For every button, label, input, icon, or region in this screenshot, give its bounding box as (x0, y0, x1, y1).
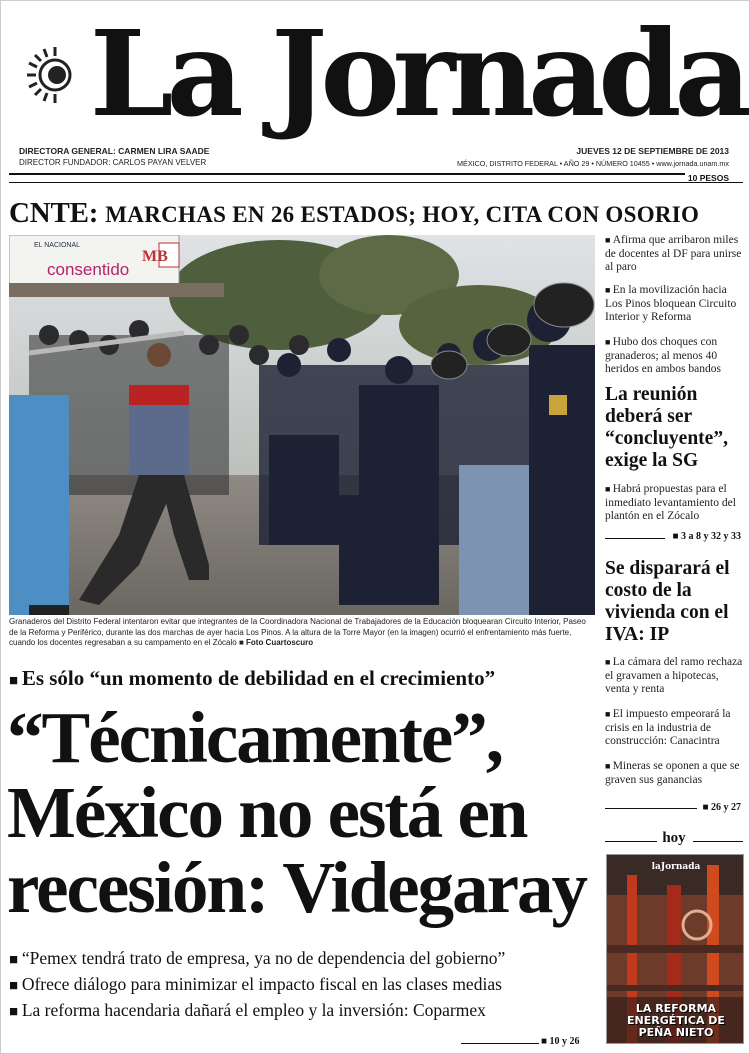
hoy-rule-right (693, 841, 743, 842)
masthead-logo[interactable]: La Jornada (89, 4, 745, 143)
director-line: DIRECTORA GENERAL: CARMEN LIRA SAADE (19, 146, 210, 156)
ref-square-icon: ■ (702, 802, 711, 813)
main-kicker: ■ Es sólo “un momento de debilidad en el crecimiento” (9, 666, 495, 691)
top-headline-rest: MARCHAS EN 26 ESTADOS; HOY, CITA CON OSORIO (105, 202, 700, 227)
main-subhead-2: ■ Ofrece diálogo para minimizar el impacto fiscal en las clases medias (9, 974, 502, 995)
ref-square-icon: ■ (672, 531, 681, 542)
sun-logo-icon (23, 45, 83, 105)
sidebar-headline-1[interactable]: La reunión deberá ser “concluyente”, exige la SG (605, 384, 728, 471)
main-subhead-1: ■ “Pemex tendrá trato de empresa, ya no de dependencia del gobierno” (9, 948, 505, 969)
caption-credit-icon: ■ (238, 638, 246, 647)
top-headline[interactable] (9, 197, 745, 230)
ref-square-icon: ■ (541, 1036, 550, 1047)
founder-line: DIRECTOR FUNDADOR: CARLOS PAYAN VELVER (19, 158, 207, 167)
kiosk-sign-text: consentido (47, 260, 130, 279)
page-reference-3 (541, 1036, 580, 1047)
main-headline-line-3[interactable]: recesión: Videgaray (7, 847, 587, 928)
ref-2-text: 26 y 27 (711, 802, 741, 813)
ref-3-text: 10 y 26 (549, 1036, 580, 1047)
main-headline-line-2[interactable]: México no está en (7, 772, 527, 853)
sidebar-bullet-6: ■ El impuesto empeorará la crisis en la industria de construcción: Canacintra (605, 708, 743, 749)
sidebar-bullet-1: ■ Afirma que arribaron miles de docentes al DF para unirse al paro (605, 234, 743, 275)
photo-caption (9, 617, 595, 649)
issue-date: JUEVES 12 DE SEPTIEMBRE DE 2013 (576, 146, 729, 156)
ref-rule-3 (461, 1043, 539, 1044)
ref-rule-2 (605, 808, 697, 809)
sidebar-bullet-2: ■ En la movilización hacia Los Pinos bloquean Circuito Interior y Reforma (605, 284, 743, 325)
masthead-rule-thin (9, 182, 743, 183)
price-label: 10 PESOS (687, 173, 729, 183)
page-reference-1 (672, 531, 741, 542)
page-reference-2 (702, 802, 741, 813)
kiosk-logo-text: MB (142, 248, 168, 265)
main-subhead-3: ■ La reforma hacendaria dañará el empleo y la inversión: Coparmex (9, 1000, 486, 1021)
ref-rule-1 (605, 538, 665, 539)
magazine-cover[interactable] (606, 854, 744, 1044)
ref-1-text: 3 a 8 y 32 y 33 (681, 531, 741, 542)
sidebar-bullet-5: ■ La cámara del ramo rechaza el gravamen a hipotecas, venta y renta (605, 656, 743, 697)
magazine-logo: laJornada (651, 862, 701, 872)
caption-credit: Foto Cuartoscuro (246, 638, 314, 647)
edition-info: MÉXICO, DISTRITO FEDERAL • AÑO 29 • NÚMERO 10455 • www.jornada.unam.mx (457, 159, 729, 168)
sidebar-headline-2[interactable]: Se disparará el costo de la vivienda con el IVA: IP (605, 558, 730, 645)
magazine-title: LA REFORMA ENERGÉTICA DE PEÑA NIETO (627, 1002, 725, 1039)
sidebar-bullet-3: ■ Hubo dos choques con granaderos; al menos 40 heridos en ambos bandos (605, 336, 743, 377)
caption-text: Granaderos del Distrito Federal intentaron evitar que integrantes de la Coordinadora Nacional de Trabajadores de la Educación bloquearan Circuito Interior, Paseo de la Reforma y Periférico, durante las dos marchas de ayer hacia Los Pinos. A la altura de la Torre Mayor (en la imagen) ocurrió el enfrentamiento más fuerte, cuando los docentes regresaban a su campamento en el Zócalo (9, 617, 586, 647)
protest-photo[interactable] (9, 235, 595, 615)
main-headline-line-1[interactable]: “Técnicamente”, (7, 697, 503, 778)
top-headline-lead: CNTE: (9, 197, 99, 229)
kiosk-small-text: EL NACIONAL (34, 242, 81, 249)
masthead-rule (9, 173, 685, 175)
sidebar-bullet-7: ■ Mineras se oponen a que se graven sus ganancias (605, 760, 743, 787)
sidebar-bullet-4: ■ Habrá propuestas para el inmediato levantamiento del plantón en el Zócalo (605, 483, 743, 524)
hoy-label: hoy (662, 830, 686, 846)
